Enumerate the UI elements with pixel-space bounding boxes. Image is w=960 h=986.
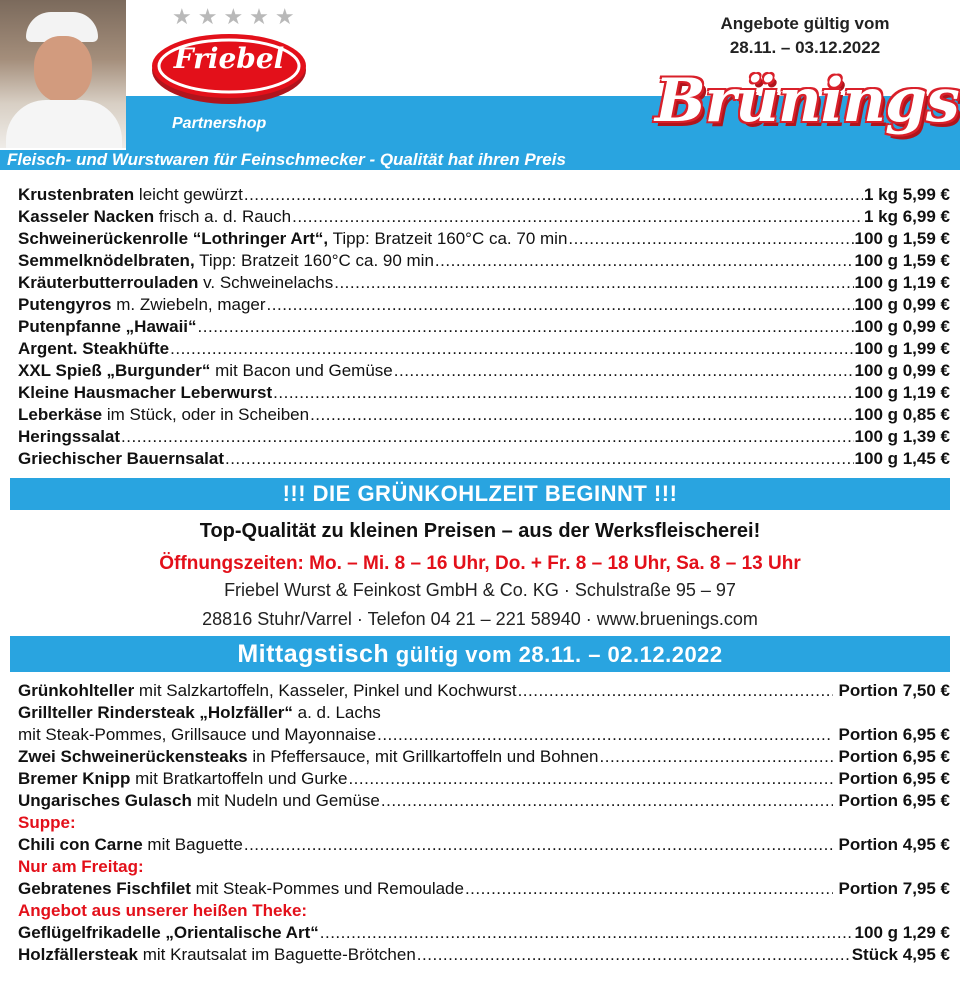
item-name: Bremer Knipp	[18, 769, 131, 788]
item-price: 1 kg 6,99 €	[863, 207, 950, 226]
price-row	[18, 790, 950, 812]
item-description: mit Salzkartoffeln, Kasseler, Pinkel und Kochwurst	[134, 681, 517, 700]
price-row	[18, 768, 950, 790]
mittagstisch-list	[18, 680, 950, 966]
mittagstisch-subtitle: gültig vom 28.11. – 02.12.2022	[389, 642, 723, 667]
item-name: Grillteller Rindersteak „Holzfäller“	[18, 703, 293, 722]
item-name: Holzfällersteak	[18, 945, 138, 964]
item-name: Chili con Carne	[18, 835, 143, 854]
dot-leader	[198, 316, 854, 338]
price-row	[18, 448, 950, 470]
price-row	[18, 294, 950, 316]
item-name: Putengyros	[18, 295, 112, 314]
item-price: 100 g 1,59 €	[854, 251, 950, 270]
dot-leader	[225, 448, 854, 470]
item-description: mit Krautsalat im Baguette-Brötchen	[138, 945, 416, 964]
item-description: in Pfeffersauce, mit Grillkartoffeln und Bohnen	[247, 747, 599, 766]
item-name: Schweinerückenrolle “Lothringer Art“,	[18, 229, 329, 248]
price-row	[18, 944, 950, 966]
dot-leader	[465, 878, 833, 900]
dot-leader	[292, 206, 863, 228]
dot-leader	[381, 790, 833, 812]
tagline: Fleisch- und Wurstwaren für Feinschmecker - Qualität hat ihren Preis	[0, 150, 960, 170]
section-label: Angebot aus unserer heißen Theke:	[18, 901, 308, 920]
dot-leader	[334, 272, 853, 294]
item-price: Portion 6,95 €	[833, 725, 950, 744]
item-description: v. Schweinelachs	[198, 273, 334, 292]
dot-leader	[267, 294, 854, 316]
dot-leader	[435, 250, 854, 272]
item-name: Ungarisches Gulasch	[18, 791, 192, 810]
address-line-2: 28816 Stuhr/Varrel · Telefon 04 21 – 221 58940 · www.bruenings.com	[202, 609, 758, 629]
price-row	[18, 426, 950, 448]
item-name: Griechischer Bauernsalat	[18, 449, 224, 468]
price-row	[18, 922, 950, 944]
item-description: frisch a. d. Rauch	[154, 207, 292, 226]
info-block	[0, 518, 960, 633]
item-description: mit Nudeln und Gemüse	[191, 791, 380, 810]
address-line-1: Friebel Wurst & Feinkost GmbH & Co. KG · Schulstraße 95 – 97	[224, 580, 736, 600]
item-description: im Stück, oder in Scheiben	[102, 405, 310, 424]
item-name: Kleine Hausmacher Leberwurst	[18, 383, 273, 402]
item-name: Leberkäse	[18, 405, 103, 424]
info-title: Top-Qualität zu kleinen Preisen – aus der Werksfleischerei!	[199, 520, 761, 542]
item-name: Gebratenes Fischfilet	[18, 879, 191, 898]
item-description: Tipp: Bratzeit 160°C ca. 90 min	[194, 251, 434, 270]
price-row	[18, 878, 950, 900]
item-price: Stück 4,95 €	[851, 945, 950, 964]
item-price: 100 g 0,99 €	[854, 317, 950, 336]
item-price: 100 g 1,29 €	[854, 923, 950, 942]
item-price: Portion 7,95 €	[833, 879, 950, 898]
item-name: XXL Spieß „Burgunder“	[18, 361, 211, 380]
item-price: Portion 6,95 €	[833, 769, 950, 788]
dot-leader	[310, 404, 853, 426]
item-name: Zwei Schweinerückensteaks	[18, 747, 248, 766]
opening-hours: Öffnungszeiten: Mo. – Mi. 8 – 16 Uhr, Do. + Fr. 8 – 18 Uhr, Sa. 8 – 13 Uhr	[159, 553, 801, 574]
friebel-logo-text: Friebel	[173, 42, 285, 75]
price-row	[18, 834, 950, 856]
item-price: 100 g 1,45 €	[854, 449, 950, 468]
item-description: Tipp: Bratzeit 160°C ca. 70 min	[328, 229, 568, 248]
price-row	[18, 724, 950, 746]
dot-leader	[244, 184, 863, 206]
item-description: a. d. Lachs	[292, 703, 381, 722]
partnershop-label: Partnershop	[172, 115, 267, 132]
price-row	[18, 702, 950, 724]
mittagstisch-banner	[10, 636, 950, 672]
price-row	[18, 316, 950, 338]
dot-leader	[417, 944, 851, 966]
price-row	[18, 680, 950, 702]
item-price: Portion 7,50 €	[833, 681, 950, 700]
item-price: 100 g 0,85 €	[854, 405, 950, 424]
gruenkohl-banner: !!! DIE GRÜNKOHLZEIT BEGINNT !!!	[10, 478, 950, 510]
section-label: Nur am Freitag:	[18, 857, 144, 876]
section-label: Suppe:	[18, 813, 76, 832]
bruenings-logo: Brünings	[655, 66, 959, 136]
dot-leader	[377, 724, 833, 746]
mittagstisch-title: Mittagstisch	[237, 640, 390, 668]
item-name: Putenpfanne „Hawaii“	[18, 317, 197, 336]
item-description: mit Bratkartoffeln und Gurke	[130, 769, 348, 788]
price-row	[18, 206, 950, 228]
item-description: leicht gewürzt	[134, 185, 243, 204]
validity-label: Angebote gültig vom	[720, 14, 890, 33]
dot-leader	[121, 426, 853, 448]
item-name: Argent. Steakhüfte	[18, 339, 170, 358]
dot-leader	[273, 382, 853, 404]
item-description: m. Zwiebeln, mager	[111, 295, 266, 314]
validity-dates: 28.11. – 03.12.2022	[729, 38, 881, 57]
item-description: mit Bacon und Gemüse	[210, 361, 393, 380]
item-name: Krustenbraten	[18, 185, 135, 204]
price-row	[18, 338, 950, 360]
price-row	[18, 228, 950, 250]
dot-leader	[170, 338, 853, 360]
item-price: Portion 6,95 €	[833, 747, 950, 766]
item-price: 100 g 1,39 €	[854, 427, 950, 446]
item-price: 100 g 0,99 €	[854, 361, 950, 380]
rating-stars: ★★★★★	[172, 4, 301, 29]
item-name: Kasseler Nacken	[18, 207, 155, 226]
item-name: Grünkohlteller	[18, 681, 135, 700]
price-row	[18, 404, 950, 426]
item-name: Semmelknödelbraten,	[18, 251, 195, 270]
price-row	[18, 250, 950, 272]
item-price: 100 g 1,99 €	[854, 339, 950, 358]
dot-leader	[394, 360, 854, 382]
dot-leader	[348, 768, 832, 790]
item-price: 100 g 1,59 €	[854, 229, 950, 248]
dot-leader	[518, 680, 833, 702]
dot-leader	[320, 922, 854, 944]
dot-leader	[600, 746, 833, 768]
butcher-photo	[0, 0, 126, 148]
item-price: 100 g 1,19 €	[854, 383, 950, 402]
price-row	[18, 184, 950, 206]
header	[0, 0, 960, 150]
item-price: 100 g 1,19 €	[854, 273, 950, 292]
item-name: Geflügelfrikadelle „Orientalische Art“	[18, 923, 319, 942]
price-row	[18, 272, 950, 294]
price-row	[18, 382, 950, 404]
price-row	[18, 360, 950, 382]
item-price: Portion 6,95 €	[833, 791, 950, 810]
item-description: mit Steak-Pommes, Grillsauce und Mayonnaise	[18, 725, 377, 744]
item-description: mit Steak-Pommes und Remoulade	[190, 879, 464, 898]
price-row	[18, 746, 950, 768]
item-name: Kräuterbutterrouladen	[18, 273, 199, 292]
item-price: Portion 4,95 €	[833, 835, 950, 854]
item-description: mit Baguette	[142, 835, 243, 854]
item-price: 100 g 0,99 €	[854, 295, 950, 314]
dot-leader	[244, 834, 833, 856]
dot-leader	[568, 228, 853, 250]
item-name: Heringssalat	[18, 427, 121, 446]
offers-list	[18, 184, 950, 470]
item-price: 1 kg 5,99 €	[863, 185, 950, 204]
